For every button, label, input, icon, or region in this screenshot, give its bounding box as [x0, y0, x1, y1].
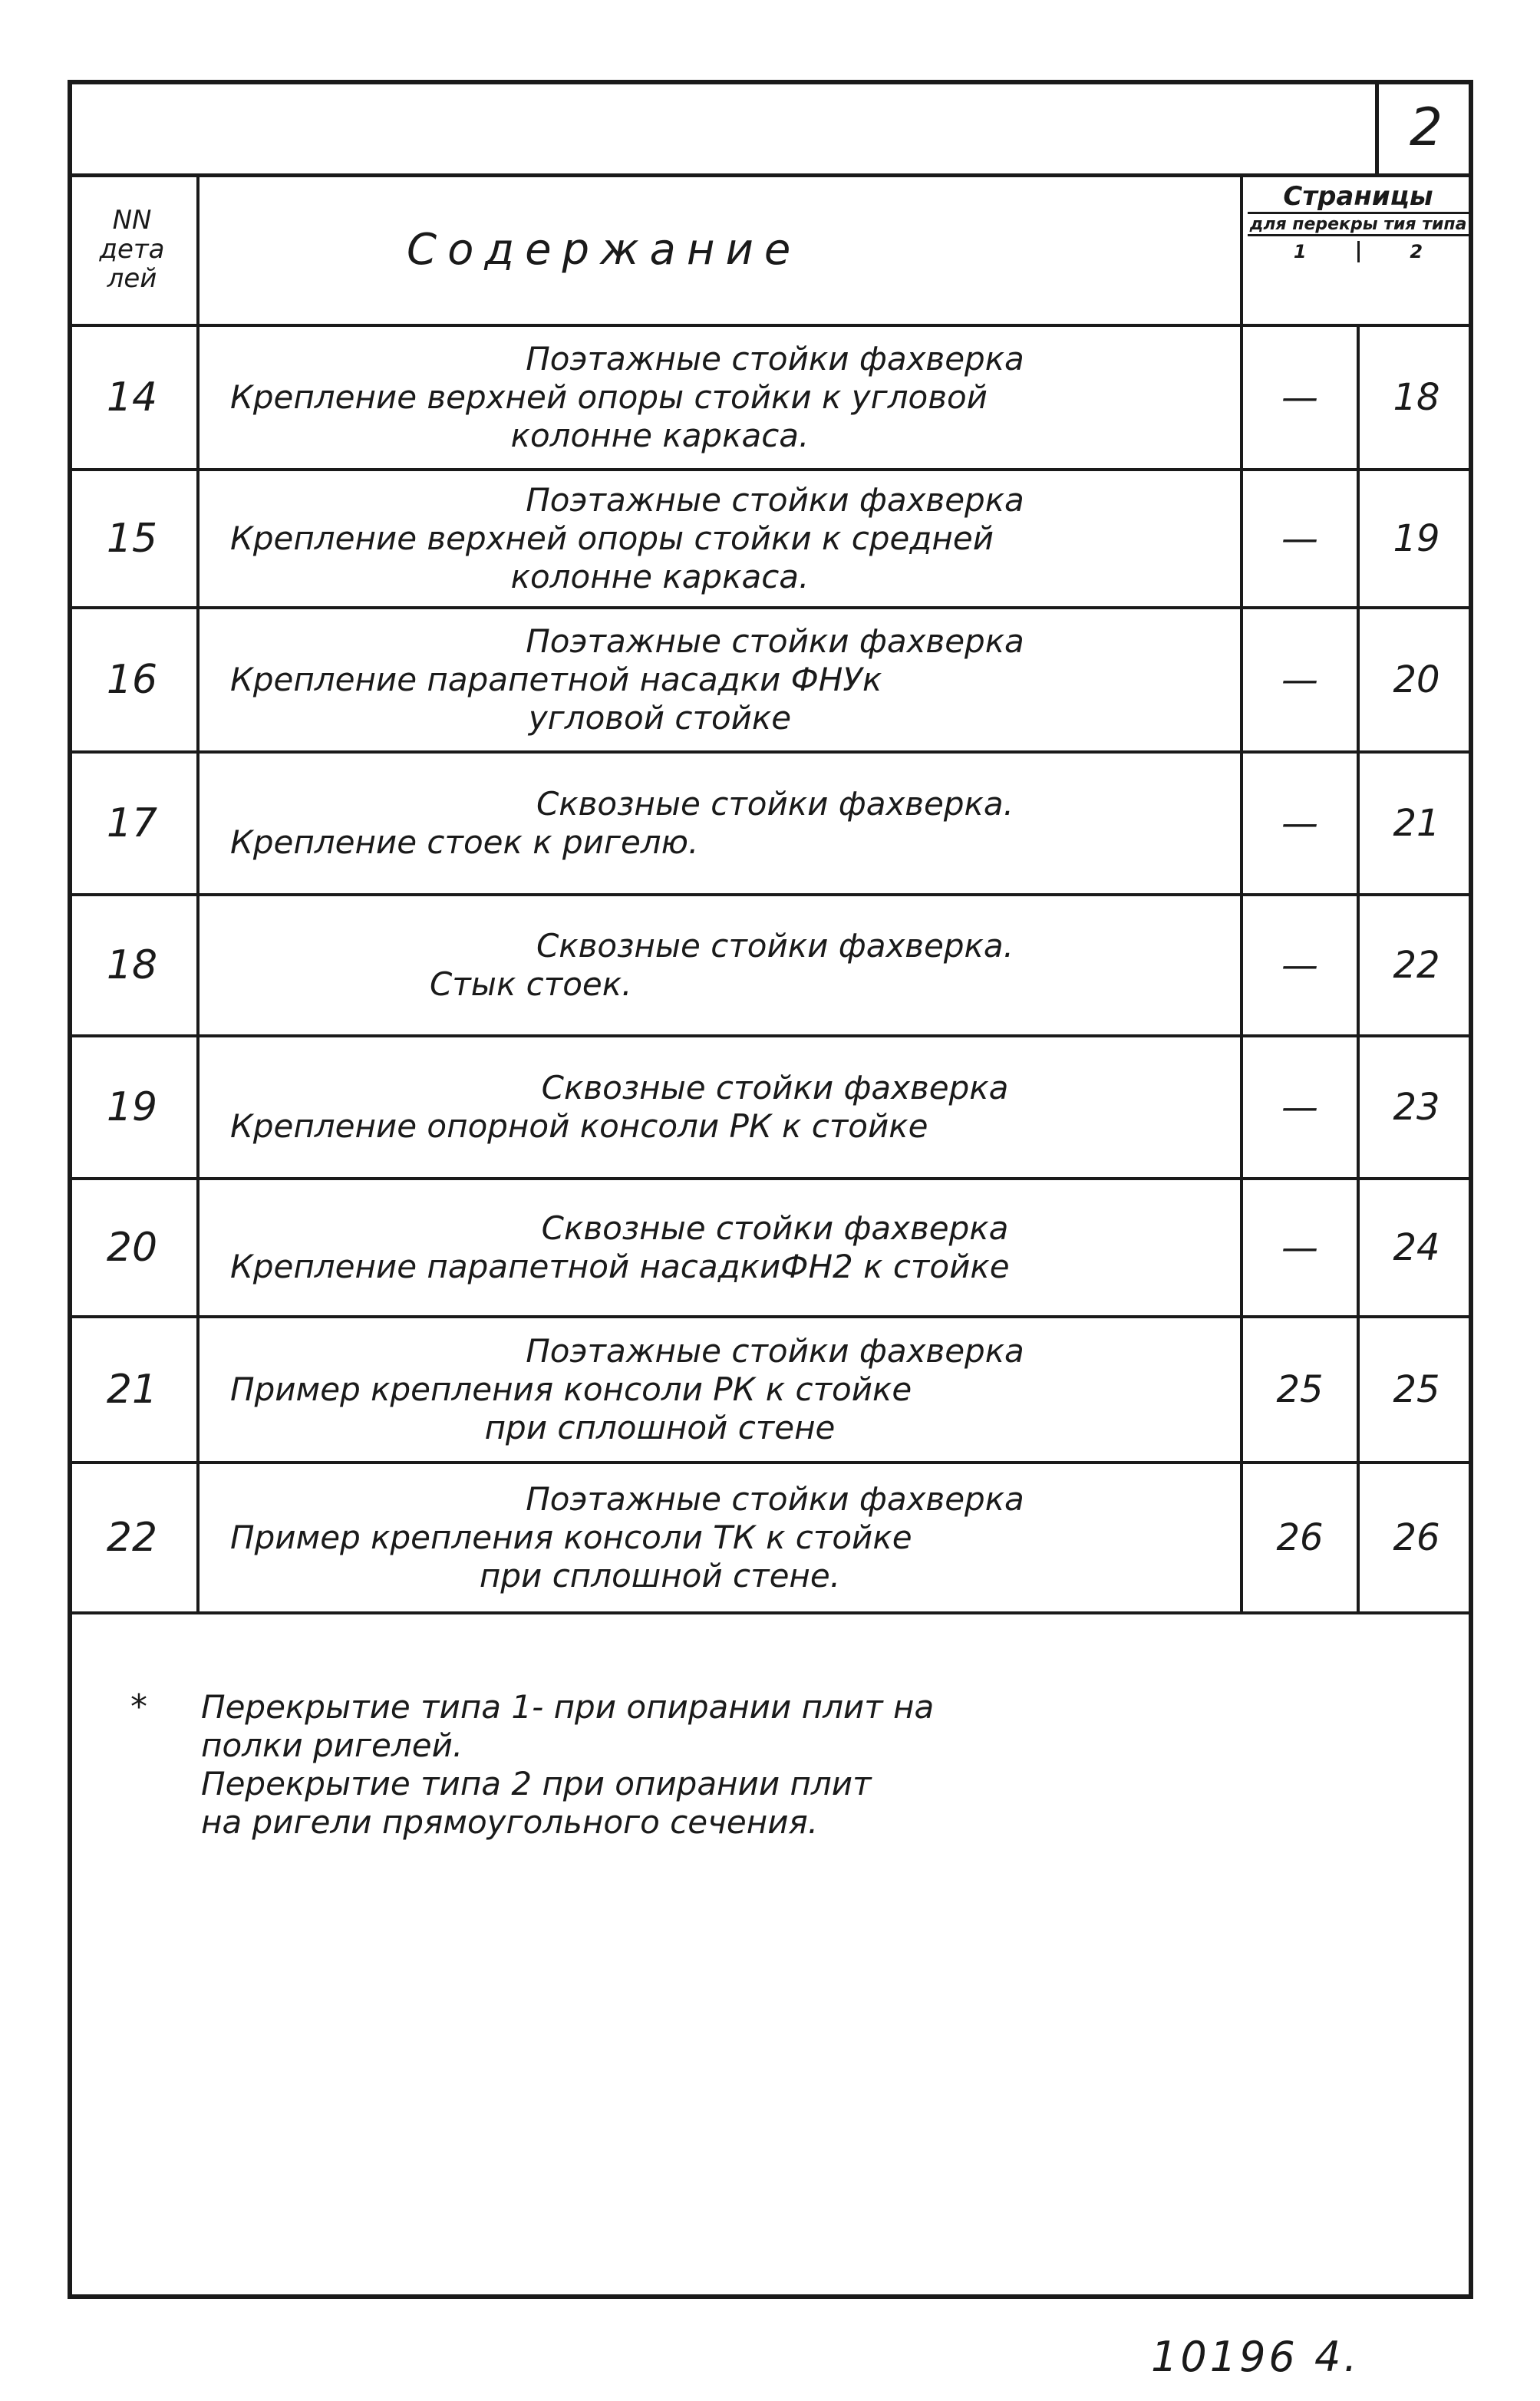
row-number: 14: [68, 325, 198, 470]
row-page-type2: 22: [1358, 895, 1473, 1036]
row-content: [198, 325, 1242, 470]
header-num-line: NN: [112, 205, 152, 236]
page-number: 2: [1375, 80, 1473, 175]
row-line: Крепление стоек к ригелю.: [230, 823, 699, 861]
row-line: Сквозные стойки фахверка: [541, 1209, 1009, 1247]
header-pages-cell: [1242, 175, 1473, 325]
row-line: колонне каркаса.: [510, 558, 810, 595]
row-line: Поэтажные стойки фахверка: [526, 1480, 1024, 1518]
row-page-type2: 21: [1358, 752, 1473, 895]
contents-table: [68, 175, 1473, 1614]
table-header-row: [68, 175, 1473, 325]
row-line: Поэтажные стойки фахверка: [526, 622, 1024, 660]
row-number: 15: [68, 470, 198, 608]
table-row: [68, 608, 1473, 752]
row-line: Поэтажные стойки фахверка: [526, 340, 1024, 378]
pages-subtitle: для перекры тия типа: [1248, 216, 1469, 236]
archive-stamp: 10196 4.: [1151, 2333, 1360, 2381]
row-page-type1: 25: [1242, 1317, 1358, 1463]
footnote-line: Перекрытие типа 2 при опирании плит: [201, 1765, 872, 1802]
table-row: [68, 1179, 1473, 1317]
row-page-type1: 26: [1242, 1463, 1358, 1613]
row-content: [198, 1179, 1242, 1317]
row-line: Крепление опорной консоли РК к стойке: [230, 1107, 928, 1145]
row-line: Сквозные стойки фахверка: [541, 1069, 1009, 1107]
pages-col-2: 2: [1410, 241, 1423, 262]
footnote: [130, 1688, 1281, 1842]
row-content: [198, 1317, 1242, 1463]
pages-col-1: 1: [1243, 241, 1360, 262]
table-row: [68, 895, 1473, 1036]
row-page-type1: —: [1242, 1179, 1358, 1317]
row-line: Крепление верхней опоры стойки к угловой: [230, 378, 988, 416]
row-number: 19: [68, 1036, 198, 1179]
footnote-text: [201, 1688, 1281, 1842]
row-page-type1: —: [1242, 608, 1358, 752]
row-page-type1: —: [1242, 895, 1358, 1036]
footnote-line: Перекрытие типа 1- при опирании плит на: [201, 1688, 935, 1726]
table-row: [68, 1317, 1473, 1463]
row-content: [198, 608, 1242, 752]
row-line: Сквозные стойки фахверка.: [536, 927, 1014, 965]
pages-title: Страницы: [1248, 181, 1469, 214]
footnote-line: на ригели прямоугольного сечения.: [201, 1803, 819, 1841]
row-line: Поэтажные стойки фахверка: [526, 481, 1024, 519]
row-line: Сквозные стойки фахверка.: [536, 785, 1014, 823]
row-page-type2: 18: [1358, 325, 1473, 470]
row-number: 17: [68, 752, 198, 895]
row-content: [198, 1036, 1242, 1179]
row-line: Поэтажные стойки фахверка: [526, 1332, 1024, 1370]
row-page-type1: —: [1242, 1036, 1358, 1179]
row-page-type2: 20: [1358, 608, 1473, 752]
row-line: при сплошной стене: [484, 1409, 836, 1446]
row-page-type2: 25: [1358, 1317, 1473, 1463]
row-line: колонне каркаса.: [510, 417, 810, 454]
row-content: [198, 470, 1242, 608]
row-line: Пример крепления консоли ТК к стойке: [230, 1519, 912, 1556]
row-number: 20: [68, 1179, 198, 1317]
row-number: 22: [68, 1463, 198, 1613]
row-page-type2: 23: [1358, 1036, 1473, 1179]
row-line: Крепление парапетной насадки ФНУк: [230, 661, 882, 698]
row-line: Крепление парапетной насадкиФН2 к стойке: [230, 1248, 1010, 1285]
header-num-cell: [68, 175, 198, 325]
header-num-line: лей: [107, 263, 157, 294]
row-line: Стык стоек.: [430, 965, 632, 1003]
pages-columns: [1243, 241, 1473, 262]
row-content: [198, 1463, 1242, 1613]
row-content: [198, 752, 1242, 895]
header-title: Содержание: [198, 175, 1242, 325]
row-number: 16: [68, 608, 198, 752]
header-num-line: дета: [99, 234, 165, 265]
row-number: 18: [68, 895, 198, 1036]
row-line: Пример крепления консоли РК к стойке: [230, 1370, 912, 1408]
asterisk-marker: *: [130, 1687, 147, 1727]
row-line: при сплошной стене.: [479, 1557, 841, 1595]
table-row: [68, 752, 1473, 895]
table-row: [68, 325, 1473, 470]
row-page-type1: —: [1242, 752, 1358, 895]
table-row: [68, 470, 1473, 608]
row-page-type1: —: [1242, 325, 1358, 470]
row-page-type2: 26: [1358, 1463, 1473, 1613]
row-page-type1: —: [1242, 470, 1358, 608]
row-content: [198, 895, 1242, 1036]
table-row: [68, 1036, 1473, 1179]
row-line: угловой стойке: [528, 699, 792, 737]
row-number: 21: [68, 1317, 198, 1463]
table-row: [68, 1463, 1473, 1613]
row-page-type2: 19: [1358, 470, 1473, 608]
row-line: Крепление верхней опоры стойки к средней: [230, 519, 994, 557]
row-page-type2: 24: [1358, 1179, 1473, 1317]
footnote-line: полки ригелей.: [201, 1727, 463, 1764]
